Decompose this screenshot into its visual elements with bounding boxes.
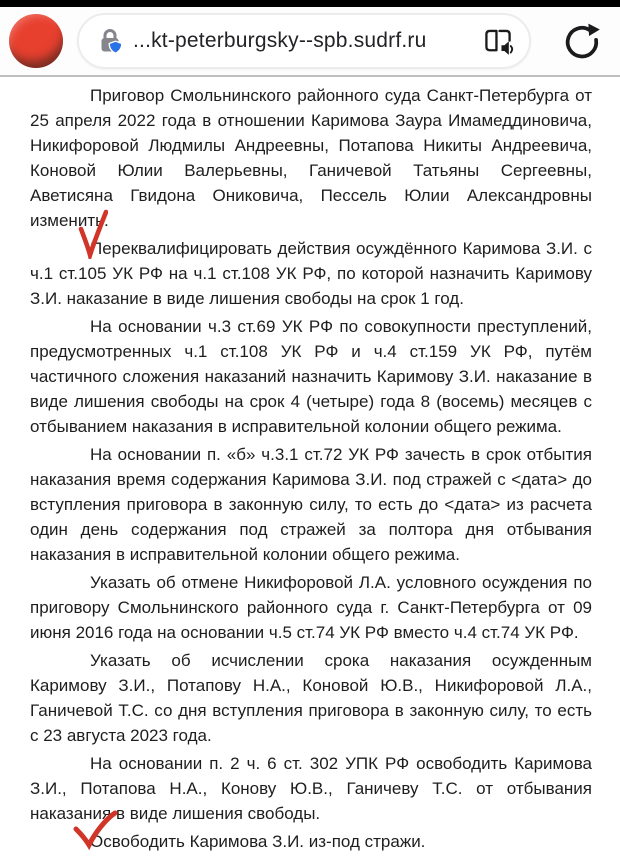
browser-toolbar xyxy=(0,7,620,75)
reader-listen-icon[interactable] xyxy=(481,25,515,57)
refresh-button[interactable] xyxy=(560,19,604,63)
profile-avatar[interactable] xyxy=(9,14,63,68)
url-text[interactable]: ...kt-peterburgsky--spb.sudrf.ru xyxy=(133,29,427,52)
paragraph: На основании ч.3 ст.69 УК РФ по совокупности преступлений, предусмотренных ч.1 ст.108 УК РФ и ч.4 ст.159 УК РФ, путём частичного сложения наказаний назначить Каримову З.И. наказание в виде лишения свободы на срок 4 (четыре) года 8 (восемь) месяцев с отбыванием наказания в исправительной колонии общего режима. xyxy=(30,317,592,436)
paragraph: Приговор Смольнинского районного суда Санкт-Петербурга от 25 апреля 2022 года в отношении Каримова Заура Имамеддиновича, Никифоровой Людмилы Андреевны, Потапова Никиты Андреевича, Коновой Юлии Валерьевны, Ганичевой Татьяны Сергеевны, Аветисяна Гвидона Ониковича, Пессель Юлии Александровны изменить. xyxy=(30,86,592,230)
paragraph xyxy=(30,829,592,854)
paragraph-text: Переквалифицировать действия осуждённого Каримова З.И. с ч.1 ст.105 УК РФ на ч.1 ст.108 УК РФ, по которой назначить Каримову З.И. наказание в виде лишения свободы на срок 1 год. xyxy=(30,239,592,308)
document-content xyxy=(0,77,620,854)
paragraph xyxy=(30,236,592,311)
paragraph: Указать об отмене Никифоровой Л.А. условного осуждения по приговору Смольнинского районного суда г. Санкт-Петербурга от 09 июня 2016 года на основании ч.5 ст.74 УК РФ вместо ч.4 ст.74 УК РФ. xyxy=(30,573,592,642)
paragraph: На основании п. 2 ч. 6 ст. 302 УПК РФ освободить Каримова З.И., Потапова Н.А., Конову Ю.В., Ганичеву Т.С. от отбывания наказания в виде лишения свободы. xyxy=(30,754,592,823)
paragraph-text: Освободить Каримова З.И. из-под стражи. xyxy=(90,832,426,851)
paragraph: На основании п. «б» ч.3.1 ст.72 УК РФ зачесть в срок отбытия наказания время содержания Каримова З.И. под стражей с <дата> до вступления приговора в законную силу, то есть до <дата> из расчета один день содержания под стражей за полтора дня отбывания наказания в исправительной колонии общего режима. xyxy=(30,445,592,564)
site-security-icon[interactable] xyxy=(97,26,123,56)
paragraph: Указать об исчислении срока наказания осужденным Каримову З.И., Потапову Н.А., Коновой Ю.В., Никифоровой Л.А., Ганичевой Т.С. со дня вступления приговора в законную силу, то есть с 23 августа 2023 года. xyxy=(30,651,592,745)
address-bar[interactable] xyxy=(77,13,531,69)
top-black-bar xyxy=(0,0,620,7)
